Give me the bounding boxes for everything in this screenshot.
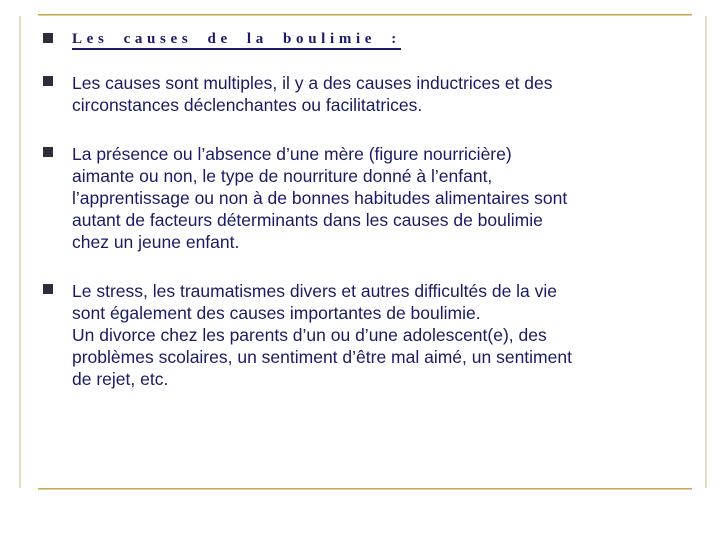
bullet-item-2 <box>40 143 690 253</box>
title-item <box>40 30 690 50</box>
square-bullet-icon <box>43 284 53 294</box>
bullet-line: aimante ou non, le type de nourriture donné à l’enfant, <box>72 166 493 186</box>
bullet-line: l’apprentissage ou non à de bonnes habitudes alimentaires sont <box>72 188 568 208</box>
bullet-item-1 <box>40 72 690 116</box>
bullet-line: Le stress, les traumatismes divers et autres difficultés de la vie <box>72 281 558 301</box>
square-bullet-icon <box>43 76 53 86</box>
top-rule <box>38 14 692 16</box>
bottom-rule <box>38 488 692 490</box>
bullet-line: de rejet, etc. <box>72 369 169 389</box>
slide-content <box>40 30 690 390</box>
bullet-line: autant de facteurs déterminants dans les causes de boulimie <box>72 210 543 230</box>
slide-title: Les causes de la boulimie : <box>72 30 401 50</box>
right-border <box>705 16 707 488</box>
bullet-line: circonstances déclenchantes ou facilitatrices. <box>72 95 423 115</box>
bullet-line: Les causes sont multiples, il y a des causes inductrices et des <box>72 73 553 93</box>
bullet-line: problèmes scolaires, un sentiment d’être mal aimé, un sentiment <box>72 347 572 367</box>
bullet-line: sont également des causes importantes de boulimie. <box>72 303 481 323</box>
left-border <box>19 16 21 488</box>
square-bullet-icon <box>43 147 53 157</box>
square-bullet-icon <box>43 33 53 43</box>
bullet-line: La présence ou l’absence d’une mère (figure nourricière) <box>72 144 512 164</box>
bullet-item-3 <box>40 280 690 390</box>
bullet-line: Un divorce chez les parents d’un ou d’une adolescent(e), des <box>72 325 547 345</box>
bullet-line: chez un jeune enfant. <box>72 232 240 252</box>
